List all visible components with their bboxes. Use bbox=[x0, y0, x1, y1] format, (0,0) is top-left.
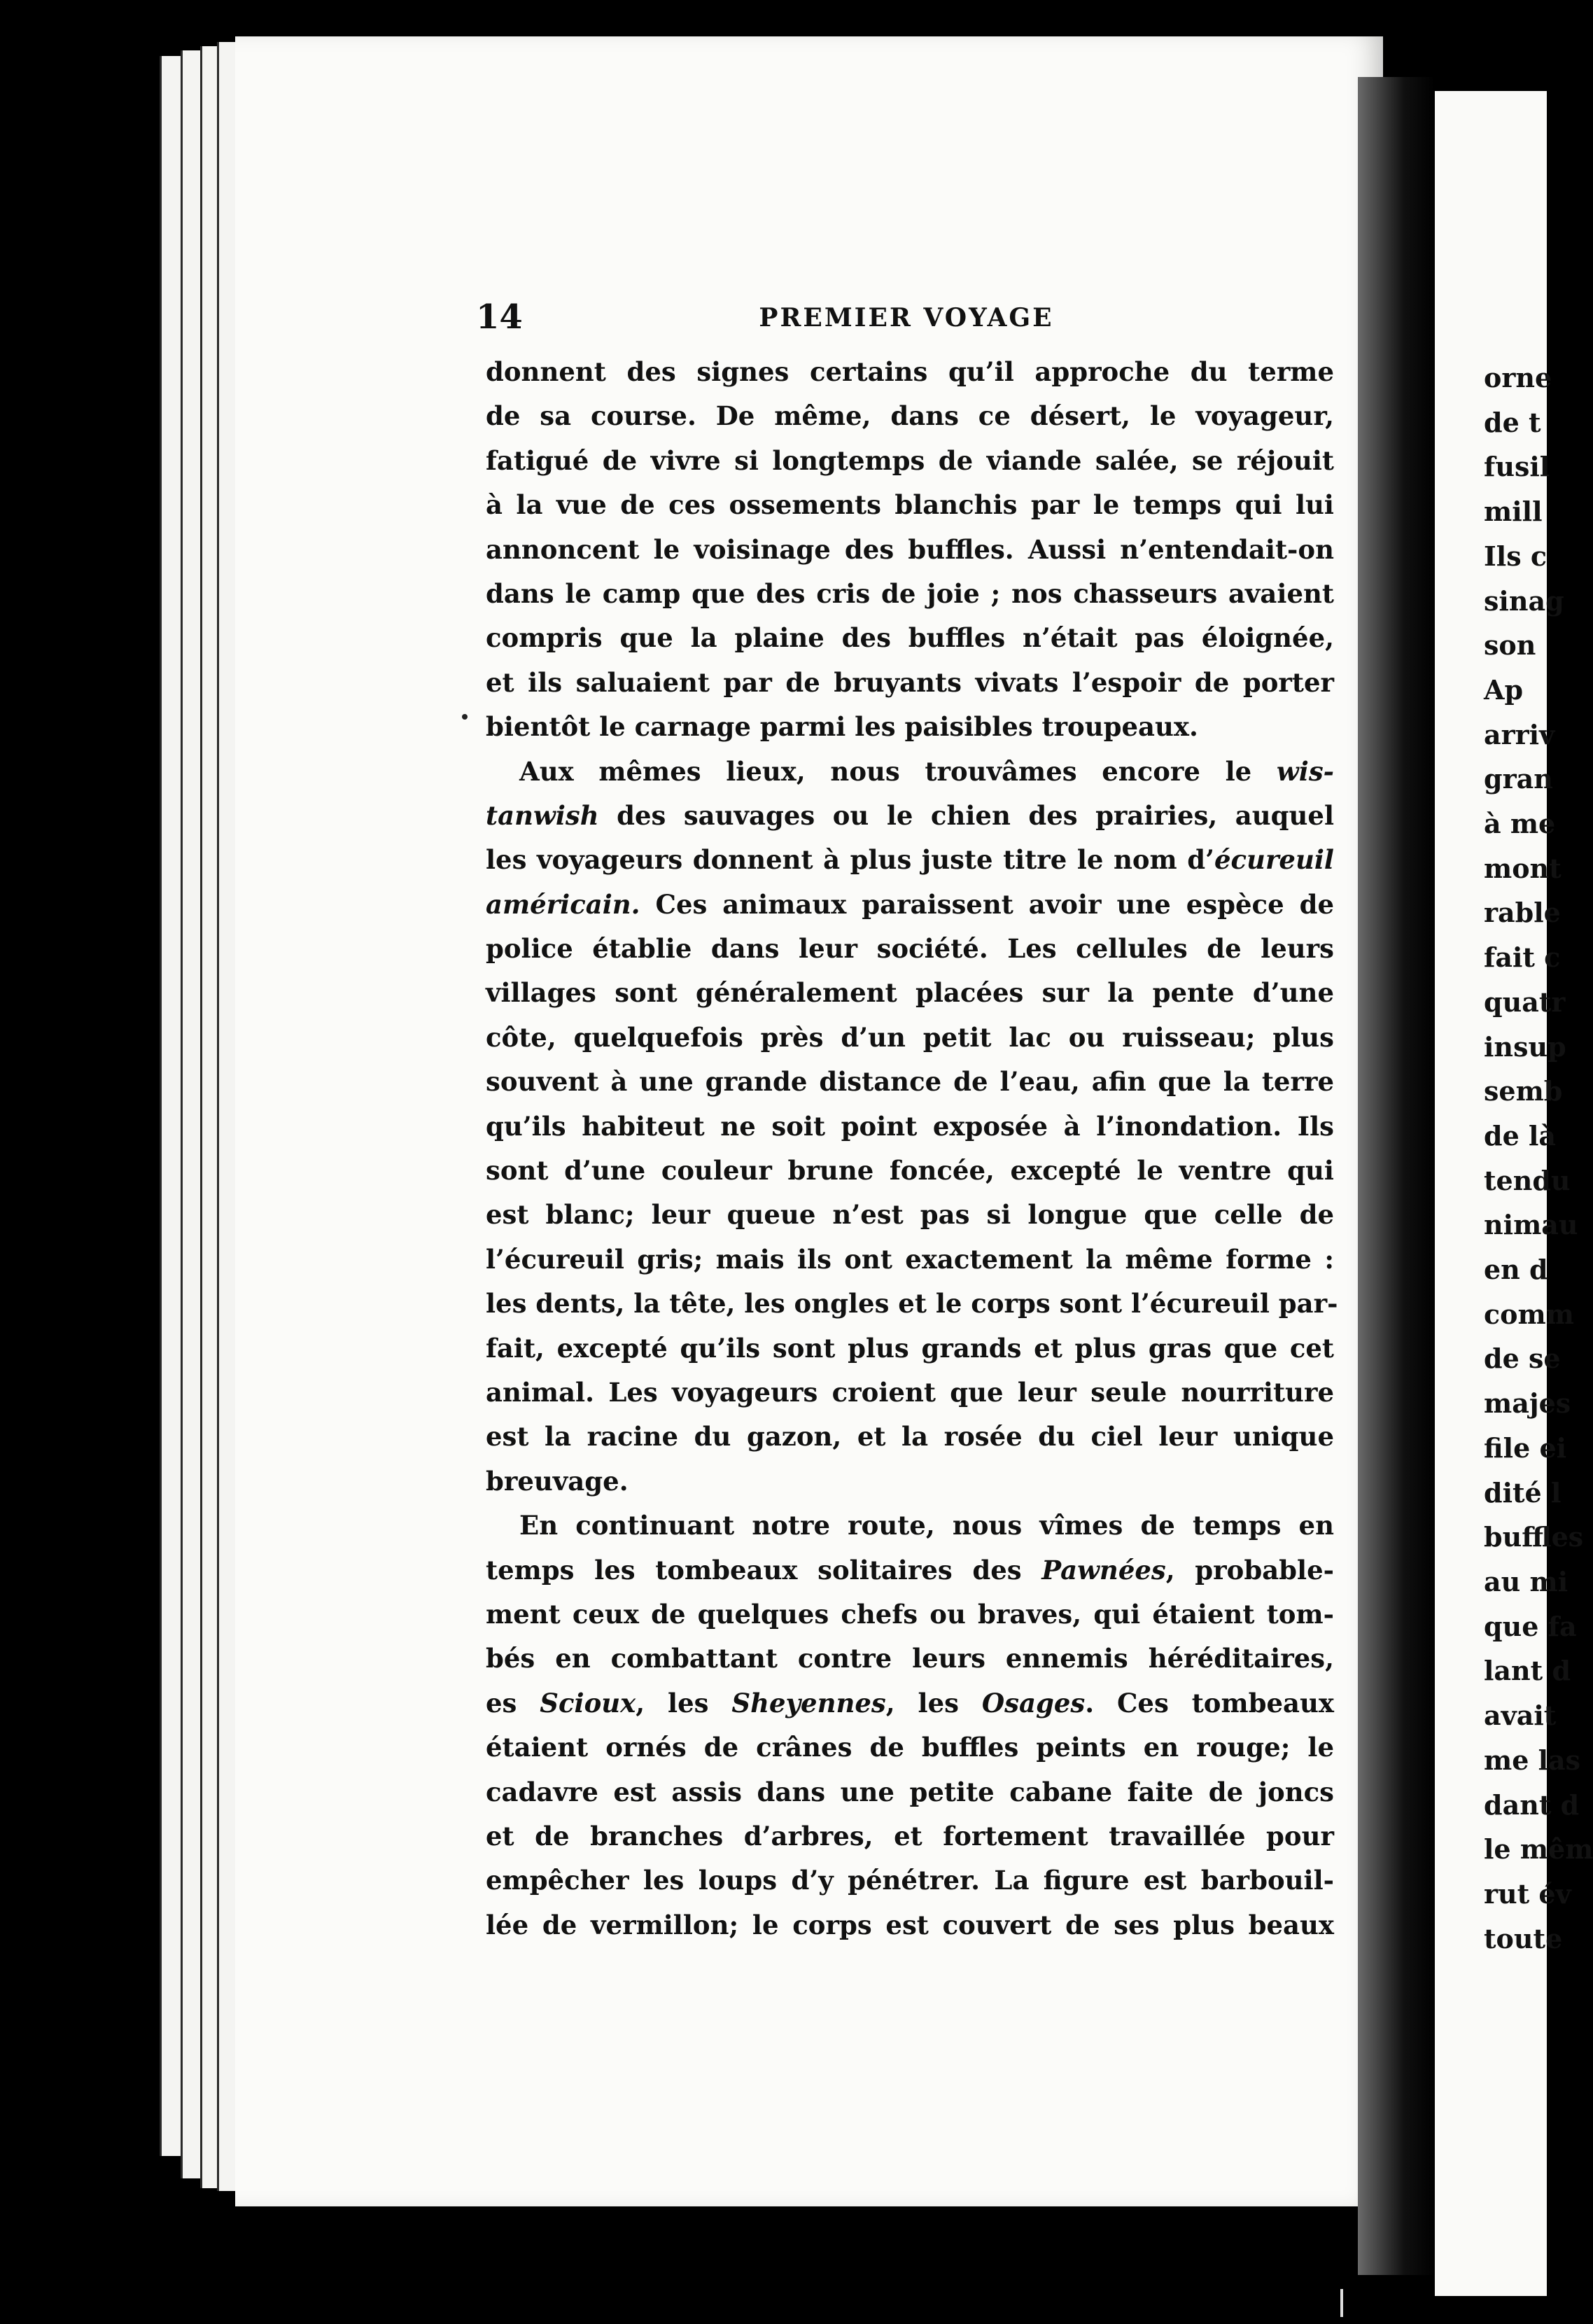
text-line bbox=[486, 1371, 1334, 1415]
text-line bbox=[486, 661, 1334, 705]
text-span: des sauvages ou le chien des prairies, auquel bbox=[598, 799, 1334, 831]
text-span: lée de vermillon; le corps est couvert de ses plus beaux bbox=[486, 1909, 1334, 1940]
text-span: ment ceux de quelques chefs ou braves, qui étaient tom- bbox=[486, 1598, 1334, 1630]
text-span: les voyageurs donnent à plus juste titre le nom d’ bbox=[486, 844, 1214, 876]
page-header bbox=[476, 290, 1337, 340]
text-line bbox=[486, 1858, 1334, 1903]
text-span: donnent des signes certains qu’il approche du terme bbox=[486, 356, 1334, 387]
text-line bbox=[486, 1193, 1334, 1237]
text-span: villages sont généralement placées sur la pente d’une bbox=[486, 977, 1334, 1009]
text-line bbox=[486, 1016, 1334, 1060]
text-line bbox=[486, 1238, 1334, 1282]
text-line bbox=[486, 705, 1334, 749]
facing-page-line: dité l bbox=[1484, 1476, 1562, 1508]
page-number: 14 bbox=[476, 298, 523, 337]
italic-text: Pawnées bbox=[1041, 1554, 1166, 1586]
text-span: sont d’une couleur brune foncée, excepté le ventre qui bbox=[486, 1155, 1334, 1186]
text-line bbox=[486, 394, 1334, 438]
facing-page-line: Ils c bbox=[1484, 540, 1547, 572]
text-span: temps les tombeaux solitaires des bbox=[486, 1554, 1042, 1586]
facing-page-line: son bbox=[1484, 629, 1536, 662]
text-span: qu’ils habiteut ne soit point exposée à l’inondation. Ils bbox=[486, 1110, 1334, 1142]
text-line bbox=[486, 883, 1334, 927]
text-span: animal. Les voyageurs croient que leur seule nourriture bbox=[486, 1376, 1334, 1408]
text-span: l’écureuil gris; mais ils ont exactement la même forme : bbox=[486, 1243, 1334, 1275]
italic-text: américain. bbox=[486, 888, 640, 920]
text-span: fait, excepté qu’ils sont plus grands et plus gras que cet bbox=[486, 1332, 1334, 1364]
facing-page-line: arriv bbox=[1484, 718, 1555, 750]
text-span: est blanc; leur queue n’est pas si longue que celle de bbox=[486, 1199, 1334, 1231]
facing-page-line: majes bbox=[1484, 1387, 1571, 1420]
text-line bbox=[486, 971, 1334, 1015]
text-span: souvent à une grande distance de l’eau, afin que la terre bbox=[486, 1066, 1334, 1098]
italic-text: écureuil bbox=[1214, 844, 1334, 876]
text-line bbox=[486, 1814, 1334, 1858]
text-span: police établie dans leur société. Les cellules de leurs bbox=[486, 933, 1334, 965]
text-span: et ils saluaient par de bruyants vivats l’espoir de porter bbox=[486, 666, 1334, 698]
facing-page-line: nimau bbox=[1484, 1209, 1578, 1241]
text-span: . Ces tombeaux bbox=[1085, 1687, 1334, 1718]
text-span: côte, quelquefois près d’un petit lac ou ruisseau; plus bbox=[486, 1021, 1334, 1053]
facing-page-line: avait bbox=[1484, 1700, 1557, 1732]
text-line bbox=[486, 616, 1334, 660]
facing-page bbox=[1435, 91, 1593, 2296]
italic-text: Sheyennes bbox=[731, 1687, 886, 1718]
text-line bbox=[486, 794, 1334, 838]
text-line bbox=[486, 1415, 1334, 1459]
facing-page-line: toute bbox=[1484, 1922, 1563, 1954]
facing-page-line: sinag bbox=[1484, 584, 1564, 617]
text-line bbox=[486, 1770, 1334, 1814]
text-span: fatigué de vivre si longtemps de viande salée, se réjouit bbox=[486, 444, 1334, 476]
text-line bbox=[486, 350, 1334, 394]
facing-page-line: le mêm bbox=[1484, 1833, 1593, 1865]
text-span: , les bbox=[885, 1687, 982, 1718]
text-line bbox=[486, 1548, 1334, 1592]
text-line bbox=[486, 838, 1334, 882]
facing-page-line: de se bbox=[1484, 1343, 1561, 1375]
text-line bbox=[486, 1681, 1334, 1726]
italic-text: Osages bbox=[981, 1687, 1086, 1718]
scan-mark bbox=[1340, 2289, 1353, 2317]
ink-speck bbox=[462, 714, 468, 720]
facing-page-line: gran bbox=[1484, 763, 1553, 795]
facing-page-line: de là bbox=[1484, 1119, 1557, 1152]
text-span: étaient ornés de crânes de buffles peints en rouge; le bbox=[486, 1732, 1334, 1763]
text-span: En continuant notre route, nous vîmes de temps en bbox=[519, 1510, 1334, 1541]
facing-page-text bbox=[1435, 356, 1593, 1961]
facing-page-line: à me bbox=[1484, 808, 1556, 840]
book-gutter bbox=[1358, 77, 1435, 2275]
facing-page-line: rut év bbox=[1484, 1877, 1571, 1910]
text-span: à la vue de ces ossements blanchis par le temps qui lui bbox=[486, 489, 1334, 521]
text-span: annoncent le voisinage des buffles. Aussi n’entendait-on bbox=[486, 533, 1334, 565]
text-line bbox=[486, 1060, 1334, 1104]
text-line bbox=[486, 1149, 1334, 1193]
text-line bbox=[486, 927, 1334, 971]
text-span: bés en combattant contre leurs ennemis héréditaires, bbox=[486, 1643, 1334, 1674]
text-line bbox=[486, 1592, 1334, 1637]
text-span: Aux mêmes lieux, nous trouvâmes encore le bbox=[519, 755, 1277, 787]
text-span: empêcher les loups d’y pénétrer. La figure est barbouil- bbox=[486, 1865, 1334, 1896]
facing-page-line: Ap bbox=[1484, 673, 1524, 706]
text-line bbox=[486, 439, 1334, 483]
italic-text: Scioux bbox=[540, 1687, 636, 1718]
text-line bbox=[486, 572, 1334, 616]
text-line bbox=[486, 1460, 1334, 1504]
text-line bbox=[486, 750, 1334, 794]
text-span: compris que la plaine des buffles n’était pas éloignée, bbox=[486, 622, 1334, 654]
facing-page-line: quatr bbox=[1484, 986, 1566, 1018]
text-line bbox=[486, 1504, 1334, 1548]
text-line bbox=[486, 483, 1334, 527]
text-span: de sa course. De même, dans ce désert, le voyageur, bbox=[486, 400, 1334, 432]
facing-page-line: lant d bbox=[1484, 1655, 1571, 1687]
text-span: est la racine du gazon, et la rosée du ciel leur unique bbox=[486, 1421, 1334, 1452]
text-span: cadavre est assis dans une petite cabane faite de joncs bbox=[486, 1776, 1334, 1807]
text-span: dans le camp que des cris de joie ; nos chasseurs avaient bbox=[486, 578, 1334, 609]
facing-page-line: buffles bbox=[1484, 1521, 1584, 1553]
text-span: bientôt le carnage parmi les paisibles troupeaux. bbox=[486, 711, 1198, 743]
facing-page-line: de t bbox=[1484, 406, 1541, 438]
facing-page-line: que fa bbox=[1484, 1610, 1577, 1642]
facing-page-line: insup bbox=[1484, 1030, 1566, 1063]
text-line bbox=[486, 1326, 1334, 1371]
facing-page-line: tendu bbox=[1484, 1164, 1571, 1196]
text-line bbox=[486, 1726, 1334, 1770]
facing-page-line: rable bbox=[1484, 897, 1561, 929]
text-line bbox=[486, 1637, 1334, 1681]
text-span: breuvage. bbox=[486, 1465, 629, 1497]
text-span: , probable- bbox=[1165, 1554, 1334, 1586]
facing-page-line: fusil bbox=[1484, 451, 1550, 483]
text-line bbox=[486, 1105, 1334, 1149]
italic-text: tanwish bbox=[486, 799, 599, 831]
facing-page-line: fait c bbox=[1484, 941, 1561, 974]
text-span: Ces animaux paraissent avoir une espèce de bbox=[640, 888, 1334, 920]
facing-page-line: mill bbox=[1484, 496, 1543, 528]
text-span: , les bbox=[636, 1687, 732, 1718]
facing-page-line: au mi bbox=[1484, 1565, 1569, 1597]
facing-page-line: en d bbox=[1484, 1254, 1548, 1286]
facing-page-line: dant d bbox=[1484, 1788, 1580, 1821]
text-span: les dents, la tête, les ongles et le corps sont l’écureuil par- bbox=[486, 1288, 1338, 1320]
facing-page-line: orne bbox=[1484, 362, 1552, 393]
text-line bbox=[486, 1282, 1338, 1326]
text-span: et de branches d’arbres, et fortement travaillée pour bbox=[486, 1820, 1334, 1851]
facing-page-line: comm bbox=[1484, 1298, 1574, 1330]
text-line bbox=[486, 528, 1334, 572]
facing-page-line: file ei bbox=[1484, 1432, 1567, 1464]
italic-text: wis- bbox=[1276, 755, 1334, 787]
body-text bbox=[486, 350, 1338, 1947]
text-span: es bbox=[486, 1687, 540, 1718]
facing-page-line: me las bbox=[1484, 1744, 1581, 1776]
facing-page-line: semb bbox=[1484, 1075, 1563, 1107]
facing-page-line: mont bbox=[1484, 852, 1562, 884]
text-line bbox=[486, 1903, 1334, 1947]
running-head: PREMIER VOYAGE bbox=[759, 303, 1054, 332]
